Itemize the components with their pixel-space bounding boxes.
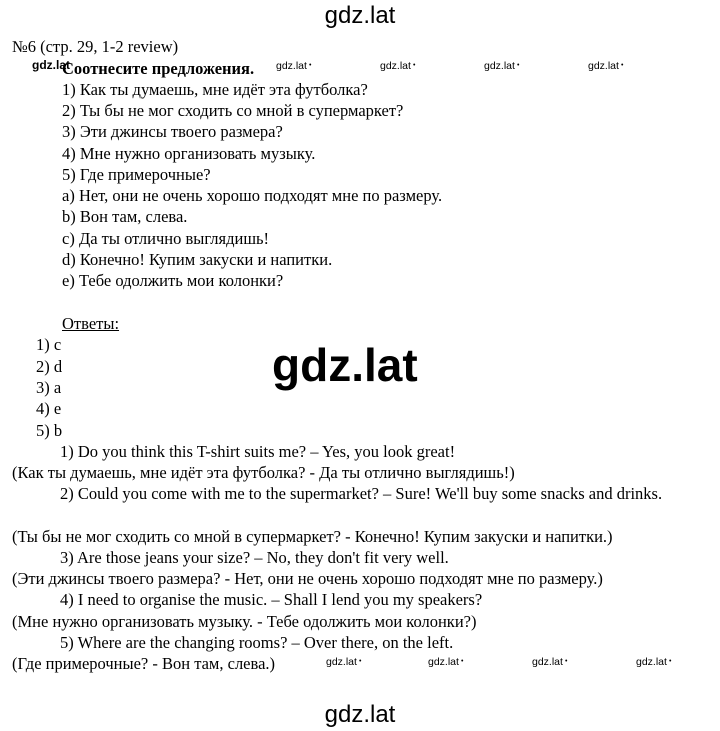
watermark-top: gdz.lat (324, 2, 396, 29)
question-item: 2) Ты бы не мог сходить со мной в супермаркет? (62, 101, 404, 120)
option-item: d) Конечно! Купим закуски и напитки. (62, 250, 333, 269)
dialogue-russian: (Мне нужно организовать музыку. - Тебе одолжить мои колонки?) (12, 612, 477, 631)
watermark-small: gdz.lat • (276, 60, 311, 72)
option-item: a) Нет, они не очень хорошо подходят мне по размеру. (62, 186, 443, 205)
answer-item: 2) d (36, 357, 63, 376)
dialogue-russian: (Где примерочные? - Вон там, слева.) (12, 654, 276, 673)
watermark-small-left: gdz.lat (32, 58, 70, 72)
answers-label: Ответы: (62, 314, 120, 333)
dialogue-russian: (Эти джинсы твоего размера? - Нет, они не очень хорошо подходят мне по размеру.) (12, 569, 603, 588)
answer-item: 5) b (36, 421, 63, 440)
watermark-small: gdz.lat • (588, 60, 623, 72)
option-item: e) Тебе одолжить мои колонки? (62, 271, 284, 290)
answer-item: 1) c (36, 335, 62, 354)
watermark-small: gdz.lat • (532, 656, 567, 668)
dialogue-english: 2) Could you come with me to the supermarket? – Sure! We'll buy some snacks and drinks. (60, 484, 663, 503)
watermark-small: gdz.lat • (636, 656, 671, 668)
question-item: 4) Мне нужно организовать музыку. (62, 144, 316, 163)
watermark-small: gdz.lat • (326, 656, 361, 668)
option-item: c) Да ты отлично выглядишь! (62, 229, 270, 248)
watermark-small: gdz.lat • (484, 60, 519, 72)
task-number: №6 (стр. 29, 1-2 review) (12, 37, 179, 56)
dialogue-english: 5) Where are the changing rooms? – Over there, on the left. (60, 633, 454, 652)
answer-item: 3) a (36, 378, 62, 397)
dialogue-russian: (Ты бы не мог сходить со мной в супермаркет? - Конечно! Купим закуски и напитки.) (12, 527, 613, 546)
watermark-small: gdz.lat • (380, 60, 415, 72)
task-title: Соотнесите предложения. (62, 59, 255, 78)
dialogue-english: 3) Are those jeans your size? – No, they don't fit very well. (60, 548, 449, 567)
dialogue-russian: (Как ты думаешь, мне идёт эта футболка? - Да ты отлично выглядишь!) (12, 463, 515, 482)
question-item: 1) Как ты думаешь, мне идёт эта футболка? (62, 80, 368, 99)
question-item: 3) Эти джинсы твоего размера? (62, 122, 283, 141)
watermark-small: gdz.lat • (428, 656, 463, 668)
watermark-center: gdz.lat (272, 339, 418, 391)
dialogue-english: 4) I need to organise the music. – Shall I lend you my speakers? (60, 590, 483, 609)
option-item: b) Вон там, слева. (62, 207, 188, 226)
watermark-bottom: gdz.lat (324, 701, 396, 728)
answer-item: 4) e (36, 399, 62, 418)
question-item: 5) Где примерочные? (62, 165, 211, 184)
dialogue-english: 1) Do you think this T-shirt suits me? – Yes, you look great! (60, 442, 456, 461)
